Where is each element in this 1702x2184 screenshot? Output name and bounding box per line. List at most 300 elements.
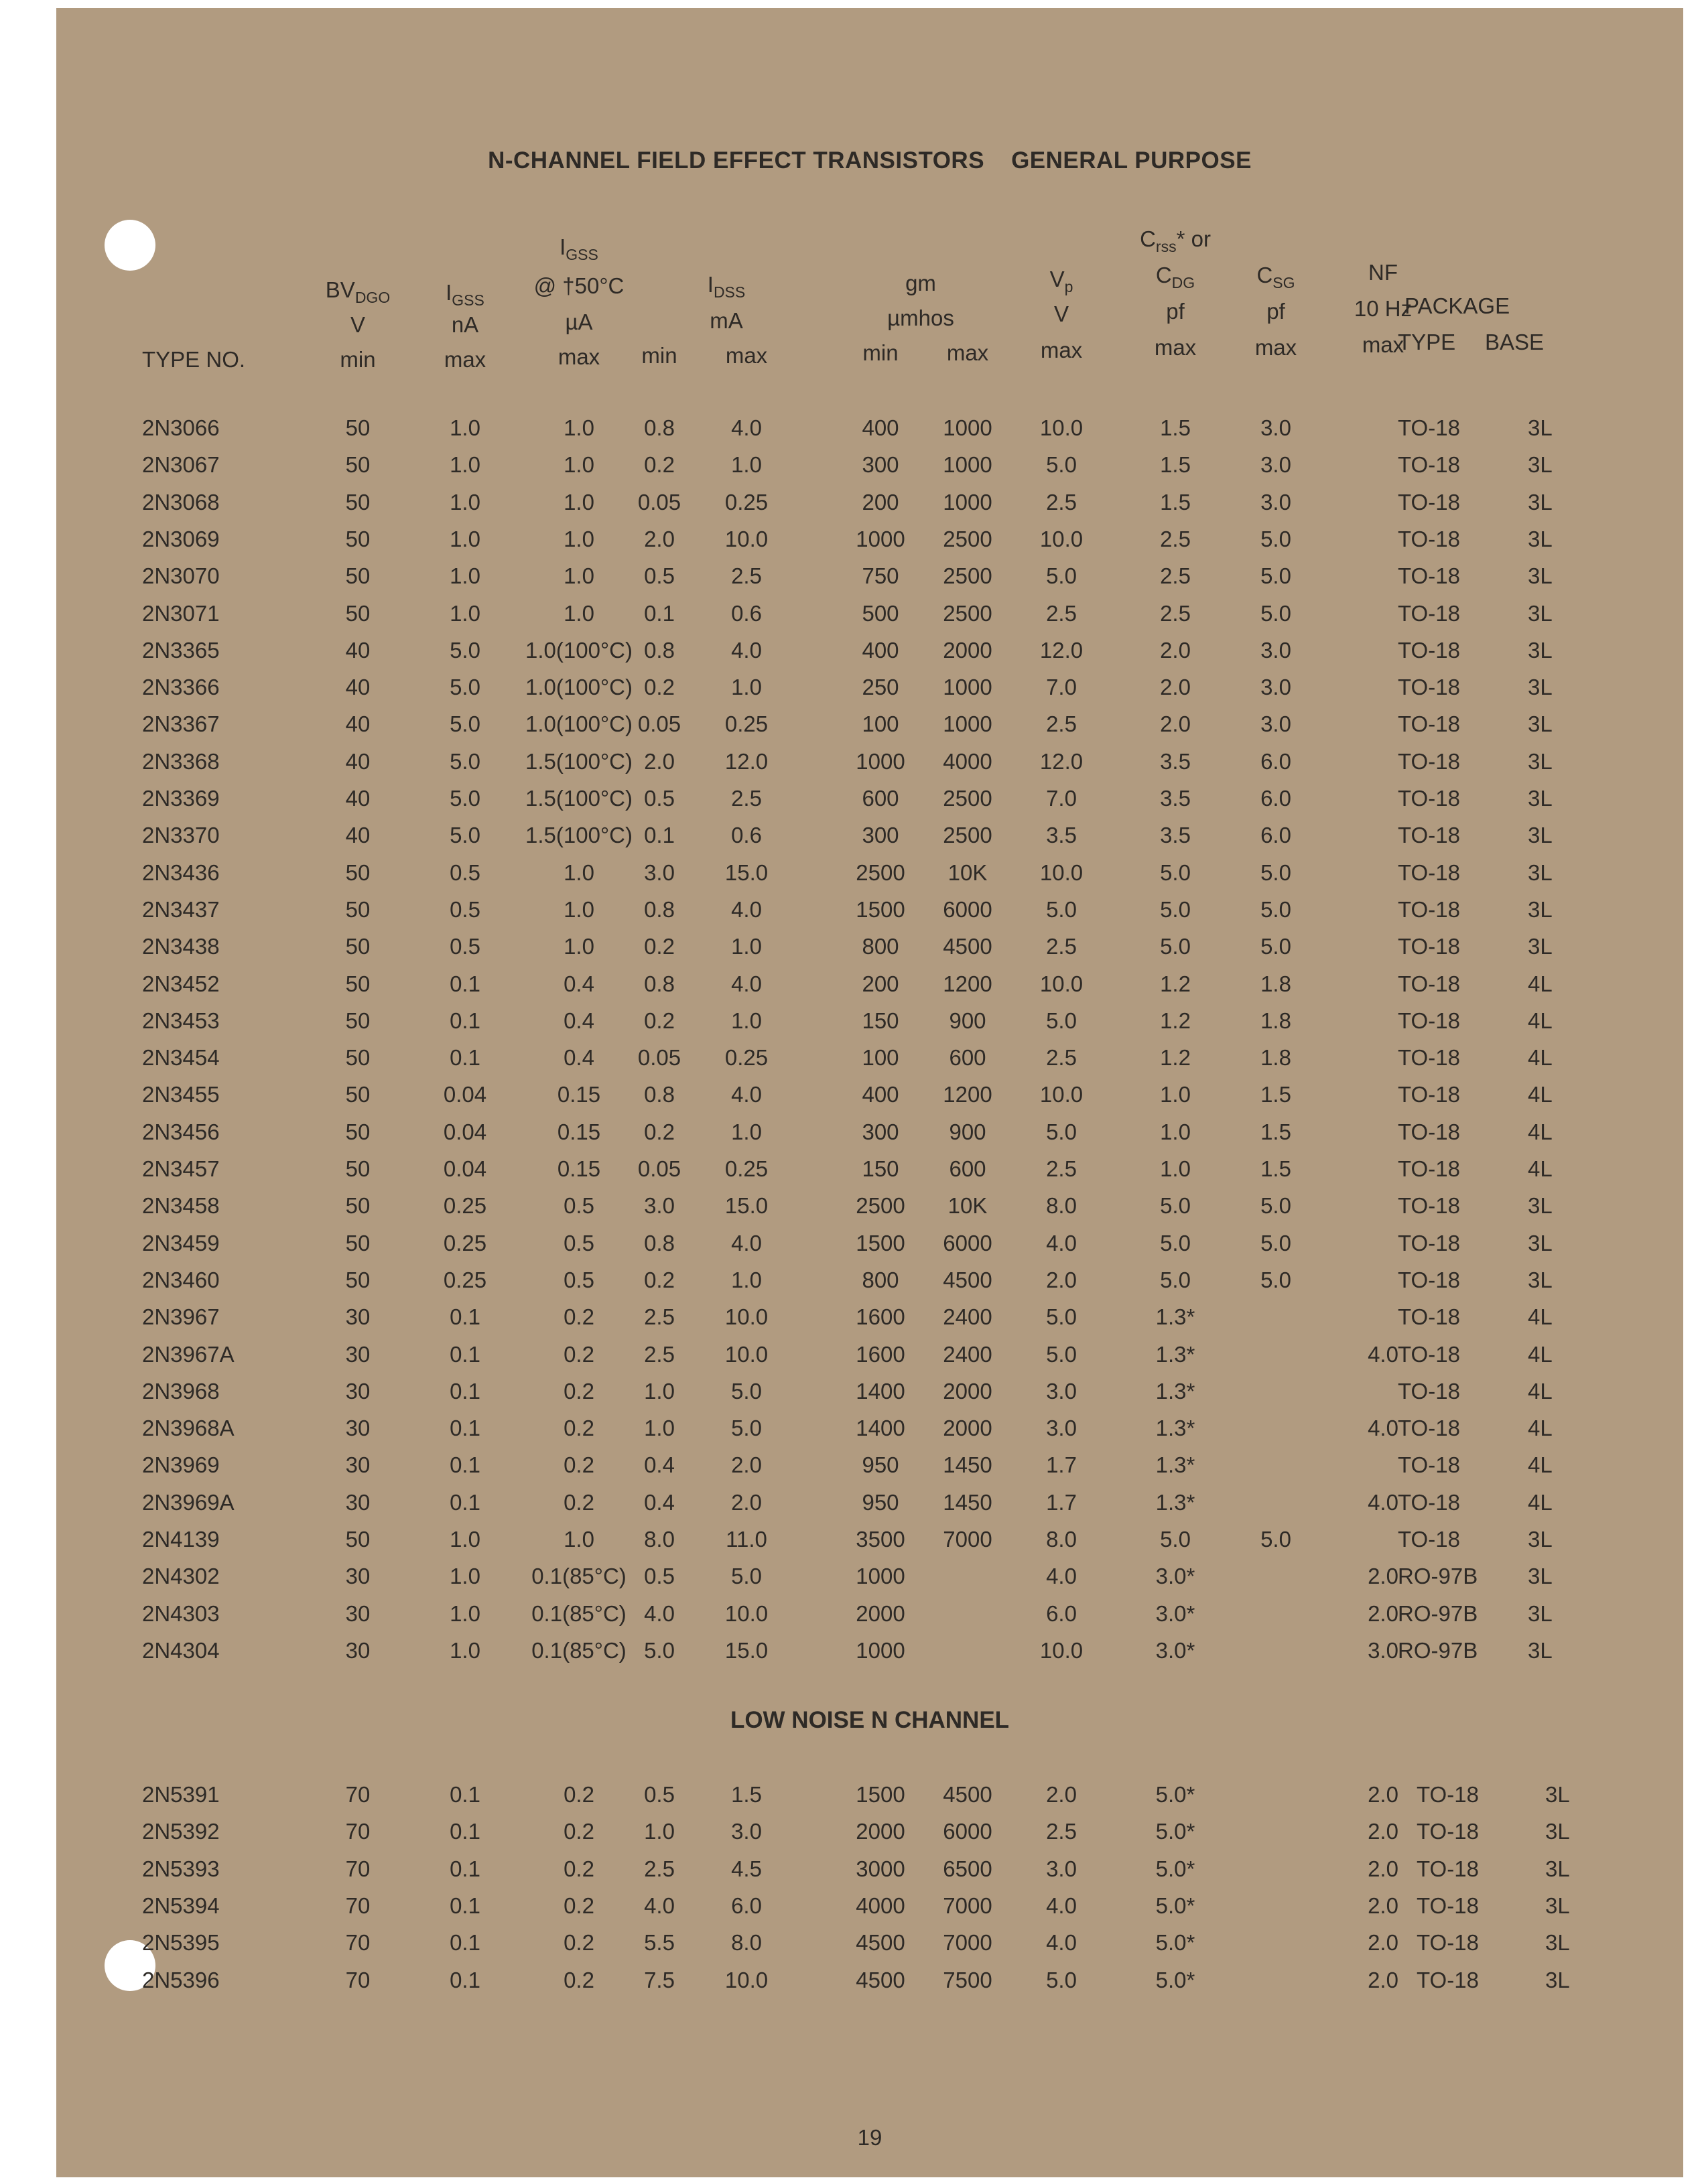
cell-cdg: 1.3*: [1155, 1489, 1195, 1515]
cell-bvdgo: 30: [345, 1416, 371, 1441]
cell-vp: 10.0: [1039, 860, 1084, 885]
cell-package-base: 4L: [1528, 1489, 1553, 1515]
cell-igss150: 1.0: [564, 526, 594, 551]
header-gm-max: max: [946, 340, 989, 365]
cell-type: 2N3365: [142, 637, 220, 663]
cell-cdg: 1.5: [1160, 452, 1191, 478]
cell-csg: 5.0: [1260, 860, 1291, 885]
table-row: [56, 1968, 1683, 2004]
cell-idss-min: 3.0: [644, 1193, 675, 1219]
cell-igss150: 1.0: [564, 563, 594, 589]
cell-package-base: 3L: [1528, 860, 1553, 885]
header-nf-condition: 10 Hz: [1354, 296, 1413, 321]
cell-csg: 5.0: [1260, 1193, 1291, 1219]
cell-bvdgo: 50: [345, 415, 371, 440]
cell-package-base: 3L: [1545, 1819, 1570, 1844]
cell-idss-min: 0.2: [644, 1267, 675, 1292]
cell-vp: 3.0: [1046, 1416, 1077, 1441]
cell-cdg: 1.3*: [1155, 1304, 1195, 1330]
cell-vp: 5.0: [1046, 1119, 1077, 1144]
header-igss150-condition: @ †50°C: [533, 273, 625, 298]
cell-vp: 2.5: [1046, 1156, 1077, 1181]
cell-idss-min: 0.2: [644, 452, 675, 478]
table-row: [56, 601, 1683, 638]
cell-cdg: 1.3*: [1155, 1452, 1195, 1478]
cell-nf: 2.0: [1368, 1600, 1398, 1626]
cell-package-type: TO-18: [1398, 860, 1460, 885]
cell-package-base: 4L: [1528, 1341, 1553, 1367]
cell-igss: 0.5: [450, 860, 480, 885]
cell-igss150: 0.2: [564, 1452, 594, 1478]
cell-cdg: 5.0: [1160, 896, 1191, 922]
cell-type: 2N5396: [142, 1967, 220, 1992]
cell-igss: 1.0: [450, 452, 480, 478]
cell-idss-max: 10.0: [724, 526, 769, 551]
cell-bvdgo: 40: [345, 823, 371, 848]
cell-bvdgo: 70: [345, 1930, 371, 1956]
cell-gm-min: 800: [862, 1267, 899, 1292]
cell-idss-min: 0.05: [637, 489, 681, 515]
cell-igss150: 0.2: [564, 1304, 594, 1330]
cell-bvdgo: 40: [345, 637, 371, 663]
cell-package-type: TO-18: [1398, 1230, 1460, 1255]
table-row: [56, 1601, 1683, 1638]
cell-package-type: TO-18: [1398, 971, 1460, 996]
cell-igss: 0.1: [450, 1008, 480, 1033]
cell-bvdgo: 30: [345, 1489, 371, 1515]
header-package-base: BASE: [1485, 330, 1545, 354]
cell-vp: 5.0: [1046, 1967, 1077, 1992]
cell-package-type: TO-18: [1417, 1819, 1479, 1844]
cell-gm-min: 100: [862, 711, 899, 737]
cell-package-type: TO-18: [1398, 1193, 1460, 1219]
table-row: [56, 786, 1683, 823]
cell-igss: 1.0: [450, 489, 480, 515]
cell-idss-min: 0.8: [644, 896, 675, 922]
cell-cdg: 1.2: [1160, 1045, 1191, 1071]
cell-idss-min: 0.8: [644, 637, 675, 663]
cell-idss-min: 2.5: [644, 1341, 675, 1367]
cell-bvdgo: 30: [345, 1341, 371, 1367]
cell-idss-max: 4.0: [731, 896, 762, 922]
cell-package-base: 3L: [1545, 1967, 1570, 1992]
cell-igss150: 1.5(100°C): [525, 823, 633, 848]
cell-idss-max: 5.0: [731, 1564, 762, 1589]
cell-package-type: TO-18: [1398, 1527, 1460, 1552]
cell-package-base: 4L: [1528, 971, 1553, 996]
cell-package-type: TO-18: [1398, 934, 1460, 959]
cell-bvdgo: 50: [345, 563, 371, 589]
cell-idss-min: 0.5: [644, 1782, 675, 1807]
header-vp: $V_p$: [1049, 267, 1073, 295]
cell-igss150: 0.2: [564, 1489, 594, 1515]
cell-package-type: TO-18: [1398, 786, 1460, 811]
cell-cdg: 3.0*: [1155, 1637, 1195, 1663]
cell-bvdgo: 30: [345, 1304, 371, 1330]
cell-vp: 4.0: [1046, 1893, 1077, 1918]
cell-vp: 8.0: [1046, 1527, 1077, 1552]
cell-gm-max: 1000: [943, 675, 992, 700]
cell-bvdgo: 50: [345, 489, 371, 515]
cell-igss: 5.0: [450, 823, 480, 848]
cell-igss: 0.1: [450, 1782, 480, 1807]
cell-nf: 2.0: [1368, 1564, 1398, 1589]
header-cdg-limit: max: [1154, 335, 1197, 360]
cell-package-type: TO-18: [1417, 1782, 1479, 1807]
cell-idss-max: 15.0: [724, 860, 769, 885]
table-row: [56, 1119, 1683, 1156]
cell-idss-max: 1.0: [731, 1119, 762, 1144]
cell-idss-max: 10.0: [724, 1967, 769, 1992]
cell-gm-max: 900: [949, 1008, 986, 1033]
table-row: [56, 563, 1683, 600]
cell-type: 2N3438: [142, 934, 220, 959]
cell-igss150: 1.0(100°C): [525, 711, 633, 737]
cell-gm-max: 2000: [943, 1416, 992, 1441]
cell-vp: 2.5: [1046, 1045, 1077, 1071]
cell-vp: 5.0: [1046, 1341, 1077, 1367]
cell-package-type: TO-18: [1398, 526, 1460, 551]
cell-gm-min: 4500: [856, 1967, 905, 1992]
table-row: [56, 1893, 1683, 1930]
table-row: [56, 1156, 1683, 1193]
cell-idss-max: 12.0: [724, 748, 769, 774]
cell-igss150: 1.0: [564, 489, 594, 515]
cell-gm-min: 1500: [856, 896, 905, 922]
cell-idss-min: 0.5: [644, 563, 675, 589]
header-csg: $C_{SG}$: [1256, 263, 1295, 291]
cell-gm-min: 1400: [856, 1378, 905, 1404]
cell-csg: 5.0: [1260, 934, 1291, 959]
cell-gm-min: 1600: [856, 1304, 905, 1330]
cell-type: 2N3437: [142, 896, 220, 922]
cell-gm-min: 1000: [856, 1637, 905, 1663]
cell-nf: 2.0: [1368, 1856, 1398, 1881]
cell-csg: 1.5: [1260, 1156, 1291, 1181]
cell-vp: 5.0: [1046, 1304, 1077, 1330]
cell-cdg: 5.0*: [1155, 1893, 1195, 1918]
cell-igss150: 0.2: [564, 1416, 594, 1441]
cell-idss-max: 10.0: [724, 1304, 769, 1330]
cell-vp: 3.0: [1046, 1378, 1077, 1404]
cell-package-base: 3L: [1528, 934, 1553, 959]
cell-package-type: TO-18: [1398, 452, 1460, 478]
cell-gm-max: 7000: [943, 1893, 992, 1918]
table-row: [56, 1045, 1683, 1082]
cell-cdg: 1.0: [1160, 1082, 1191, 1107]
cell-csg: 6.0: [1260, 823, 1291, 848]
cell-package-base: 3L: [1528, 1564, 1553, 1589]
cell-package-base: 3L: [1528, 675, 1553, 700]
cell-gm-min: 750: [862, 563, 899, 589]
cell-bvdgo: 50: [345, 1119, 371, 1144]
cell-type: 2N3370: [142, 823, 220, 848]
cell-idss-max: 10.0: [724, 1341, 769, 1367]
table-row: [56, 1490, 1683, 1527]
cell-gm-max: 2400: [943, 1304, 992, 1330]
cell-idss-max: 4.5: [731, 1856, 762, 1881]
cell-package-type: TO-18: [1398, 600, 1460, 626]
cell-gm-min: 400: [862, 415, 899, 440]
cell-idss-min: 0.8: [644, 971, 675, 996]
cell-cdg: 1.3*: [1155, 1416, 1195, 1441]
cell-vp: 2.0: [1046, 1782, 1077, 1807]
cell-vp: 10.0: [1039, 1637, 1084, 1663]
cell-nf: 2.0: [1368, 1893, 1398, 1918]
cell-gm-max: 1000: [943, 452, 992, 478]
cell-cdg: 1.2: [1160, 1008, 1191, 1033]
header-csg-limit: max: [1254, 335, 1297, 360]
cell-package-type: TO-18: [1398, 711, 1460, 737]
cell-type: 2N3967A: [142, 1341, 235, 1367]
header-igss-limit: max: [444, 347, 486, 372]
cell-package-base: 4L: [1528, 1378, 1553, 1404]
cell-cdg: 1.0: [1160, 1156, 1191, 1181]
cell-gm-min: 950: [862, 1452, 899, 1478]
header-idss: $I_{DSS}$: [707, 272, 746, 301]
cell-package-base: 4L: [1528, 1416, 1553, 1441]
cell-gm-max: 4000: [943, 748, 992, 774]
cell-type: 2N3068: [142, 489, 220, 515]
header-package: PACKAGE: [1404, 293, 1510, 318]
cell-package-type: TO-18: [1398, 1341, 1460, 1367]
cell-bvdgo: 70: [345, 1819, 371, 1844]
cell-cdg: 5.0: [1160, 1267, 1191, 1292]
cell-idss-max: 0.25: [724, 1156, 769, 1181]
cell-gm-max: 2000: [943, 1378, 992, 1404]
cell-package-base: 4L: [1528, 1304, 1553, 1330]
header-vp-unit: V: [1053, 301, 1069, 326]
table-row: [56, 638, 1683, 675]
cell-gm-max: 6000: [943, 1819, 992, 1844]
cell-bvdgo: 50: [345, 860, 371, 885]
cell-type: 2N3366: [142, 675, 220, 700]
header-vp-limit: max: [1040, 338, 1083, 362]
cell-gm-min: 300: [862, 1119, 899, 1144]
table-row: [56, 897, 1683, 934]
cell-type: 2N3458: [142, 1193, 220, 1219]
cell-csg: 3.0: [1260, 489, 1291, 515]
cell-igss150: 0.15: [557, 1156, 601, 1181]
cell-idss-max: 5.0: [731, 1378, 762, 1404]
cell-nf: 2.0: [1368, 1967, 1398, 1992]
cell-package-base: 3L: [1528, 711, 1553, 737]
header-cdg: $C_{DG}$: [1155, 263, 1195, 291]
cell-type: 2N4139: [142, 1527, 220, 1552]
cell-bvdgo: 70: [345, 1893, 371, 1918]
cell-package-base: 3L: [1528, 489, 1553, 515]
cell-idss-max: 4.0: [731, 971, 762, 996]
cell-csg: 5.0: [1260, 600, 1291, 626]
cell-bvdgo: 50: [345, 1045, 371, 1071]
cell-igss150: 0.5: [564, 1267, 594, 1292]
header-bvdgo: $BV_{DGO}$: [325, 277, 391, 306]
cell-igss: 1.0: [450, 526, 480, 551]
cell-idss-max: 4.0: [731, 637, 762, 663]
cell-package-type: TO-18: [1398, 1378, 1460, 1404]
cell-idss-max: 10.0: [724, 1600, 769, 1626]
cell-cdg: 5.0: [1160, 1527, 1191, 1552]
cell-vp: 1.7: [1046, 1452, 1077, 1478]
cell-igss: 0.1: [450, 1489, 480, 1515]
cell-bvdgo: 50: [345, 452, 371, 478]
cell-package-base: 3L: [1528, 896, 1553, 922]
table-row: [56, 490, 1683, 527]
cell-nf: 4.0: [1368, 1416, 1398, 1441]
cell-igss: 0.5: [450, 934, 480, 959]
cell-bvdgo: 40: [345, 748, 371, 774]
cell-type: 2N3968: [142, 1378, 220, 1404]
cell-package-type: TO-18: [1398, 1156, 1460, 1181]
cell-gm-min: 600: [862, 786, 899, 811]
cell-igss150: 0.2: [564, 1341, 594, 1367]
cell-package-type: TO-18: [1398, 748, 1460, 774]
header-igss150-unit: µA: [565, 310, 593, 334]
cell-idss-min: 2.5: [644, 1856, 675, 1881]
cell-idss-max: 0.25: [724, 489, 769, 515]
cell-idss-min: 0.8: [644, 1230, 675, 1255]
cell-cdg: 3.0*: [1155, 1564, 1195, 1589]
cell-vp: 5.0: [1046, 452, 1077, 478]
cell-package-base: 3L: [1528, 1230, 1553, 1255]
cell-igss: 0.1: [450, 1416, 480, 1441]
cell-package-type: TO-18: [1398, 896, 1460, 922]
header-igss-unit: nA: [451, 312, 479, 337]
cell-igss: 0.1: [450, 1452, 480, 1478]
cell-gm-max: 4500: [943, 1782, 992, 1807]
cell-type: 2N5393: [142, 1856, 220, 1881]
cell-idss-min: 0.5: [644, 1564, 675, 1589]
cell-type: 2N3456: [142, 1119, 220, 1144]
cell-bvdgo: 40: [345, 675, 371, 700]
cell-bvdgo: 30: [345, 1637, 371, 1663]
cell-vp: 3.0: [1046, 1856, 1077, 1881]
table-row: [56, 1782, 1683, 1819]
cell-idss-max: 5.0: [731, 1416, 762, 1441]
cell-idss-max: 1.0: [731, 452, 762, 478]
cell-csg: 5.0: [1260, 526, 1291, 551]
cell-idss-max: 8.0: [731, 1930, 762, 1956]
table-row: [56, 415, 1683, 452]
cell-cdg: 1.2: [1160, 971, 1191, 996]
cell-igss150: 1.0: [564, 452, 594, 478]
cell-package-type: TO-18: [1398, 563, 1460, 589]
header-cdg-unit: pf: [1166, 299, 1185, 324]
table-row: [56, 1564, 1683, 1600]
header-type-no: TYPE NO.: [142, 347, 246, 372]
table-row: [56, 860, 1683, 897]
cell-bvdgo: 50: [345, 1156, 371, 1181]
cell-type: 2N3453: [142, 1008, 220, 1033]
table-row: [56, 1193, 1683, 1230]
cell-bvdgo: 50: [345, 934, 371, 959]
cell-igss: 5.0: [450, 748, 480, 774]
cell-package-type: TO-18: [1398, 1489, 1460, 1515]
cell-igss150: 0.4: [564, 1008, 594, 1033]
cell-cdg: 3.5: [1160, 786, 1191, 811]
cell-gm-max: 7000: [943, 1930, 992, 1956]
cell-package-type: TO-18: [1417, 1930, 1479, 1956]
cell-igss: 0.1: [450, 1893, 480, 1918]
cell-igss: 0.1: [450, 971, 480, 996]
cell-idss-min: 0.1: [644, 600, 675, 626]
cell-idss-min: 0.05: [637, 1156, 681, 1181]
cell-package-base: 3L: [1528, 600, 1553, 626]
cell-cdg: 1.0: [1160, 1119, 1191, 1144]
header-gm: gm: [905, 271, 936, 295]
cell-nf: 2.0: [1368, 1819, 1398, 1844]
cell-gm-min: 800: [862, 934, 899, 959]
cell-cdg: 1.5: [1160, 415, 1191, 440]
cell-igss150: 1.5(100°C): [525, 786, 633, 811]
cell-gm-min: 1400: [856, 1416, 905, 1441]
cell-vp: 10.0: [1039, 526, 1084, 551]
cell-vp: 2.5: [1046, 489, 1077, 515]
cell-csg: 3.0: [1260, 452, 1291, 478]
title-sub: GENERAL PURPOSE: [1011, 147, 1252, 174]
cell-gm-min: 400: [862, 1082, 899, 1107]
cell-vp: 2.5: [1046, 711, 1077, 737]
cell-package-type: TO-18: [1398, 1304, 1460, 1330]
cell-type: 2N3454: [142, 1045, 220, 1071]
cell-gm-max: 6500: [943, 1856, 992, 1881]
cell-igss: 0.25: [443, 1267, 487, 1292]
cell-package-base: 3L: [1545, 1782, 1570, 1807]
cell-igss: 0.04: [443, 1119, 487, 1144]
table-row: [56, 1379, 1683, 1416]
cell-package-base: 4L: [1528, 1008, 1553, 1033]
cell-idss-min: 0.4: [644, 1489, 675, 1515]
cell-nf: 3.0: [1368, 1637, 1398, 1663]
cell-csg: 6.0: [1260, 786, 1291, 811]
cell-igss: 0.25: [443, 1230, 487, 1255]
cell-igss: 0.25: [443, 1193, 487, 1219]
header-igss: $I_{GSS}$: [446, 280, 484, 309]
cell-vp: 10.0: [1039, 971, 1084, 996]
cell-type: 2N4304: [142, 1637, 220, 1663]
table-row: [56, 934, 1683, 971]
cell-gm-max: 2500: [943, 600, 992, 626]
cell-type: 2N3436: [142, 860, 220, 885]
cell-vp: 7.0: [1046, 786, 1077, 811]
cell-csg: 6.0: [1260, 748, 1291, 774]
cell-gm-max: 2000: [943, 637, 992, 663]
cell-package-base: 3L: [1528, 563, 1553, 589]
cell-idss-min: 5.0: [644, 1637, 675, 1663]
header-gm-unit: µmhos: [887, 305, 954, 330]
table-row: [56, 749, 1683, 786]
cell-vp: 5.0: [1046, 896, 1077, 922]
cell-vp: 2.0: [1046, 1267, 1077, 1292]
cell-igss150: 0.2: [564, 1930, 594, 1956]
cell-gm-max: 2400: [943, 1341, 992, 1367]
cell-gm-min: 300: [862, 452, 899, 478]
cell-type: 2N3460: [142, 1267, 220, 1292]
cell-csg: 5.0: [1260, 1230, 1291, 1255]
cell-igss150: 0.1(85°C): [531, 1637, 627, 1663]
cell-idss-min: 0.1: [644, 823, 675, 848]
table-row: [56, 823, 1683, 860]
cell-type: 2N4302: [142, 1564, 220, 1589]
cell-csg: 3.0: [1260, 637, 1291, 663]
cell-package-type: TO-18: [1398, 489, 1460, 515]
cell-nf: 4.0: [1368, 1341, 1398, 1367]
table-row: [56, 1638, 1683, 1675]
cell-package-type: TO-18: [1398, 1119, 1460, 1144]
cell-bvdgo: 50: [345, 1193, 371, 1219]
cell-nf: 4.0: [1368, 1489, 1398, 1515]
cell-idss-min: 5.5: [644, 1930, 675, 1956]
